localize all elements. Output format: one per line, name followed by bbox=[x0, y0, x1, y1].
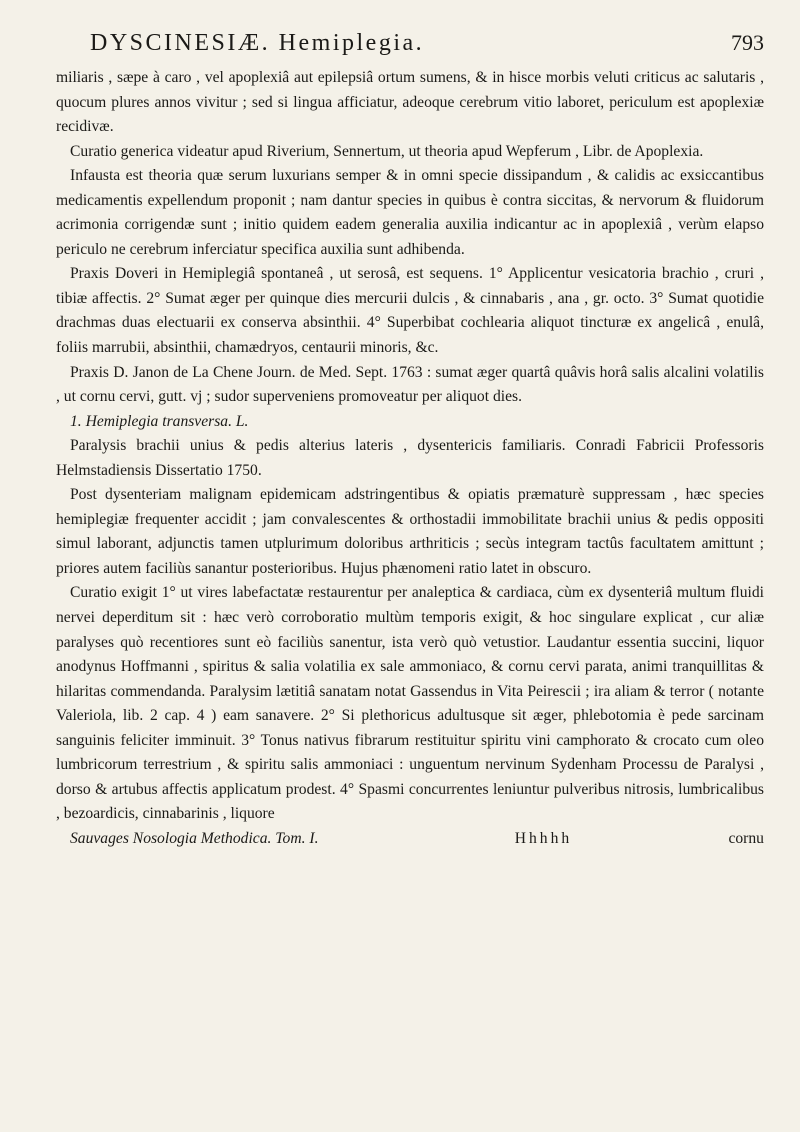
footer-reference: Sauvages Nosologia Methodica. Tom. I. bbox=[70, 829, 319, 847]
paragraph: Praxis Doveri in Hemiplegiâ spontaneâ , ut serosâ, est sequens. 1° Applicentur vesicatoria brachio , cruri , tibiæ affectis. 2° Sumat æger per quinque dies mercurii dulcis , & cinnabaris , ana , gr. octo. 3° Sumat quotidie drachmas duas electuarii ex conserva absinthii. 4° Superbibat cochlearia aliquot tincturæ ex angelicâ , enulâ, foliis marrubii, absinthii, chamædryos, centaurii minoris, &c. bbox=[56, 265, 764, 357]
paragraph: Curatio generica videatur apud Riverium, Sennertum, ut theoria apud Wepferum , Libr. de Apoplexia. bbox=[70, 142, 704, 160]
signature-mark: Hhhhh bbox=[514, 829, 573, 847]
paragraph: Paralysis brachii unius & pedis alterius lateris , dysentericis familiaris. Conradi Fabricii Professoris Helmstadiensis Dissertatio 1750. bbox=[56, 437, 764, 479]
paragraph: Post dysenteriam malignam epidemicam adstringentibus & opiatis præmaturè suppressam , hæc species hemiplegiæ frequenter accidit ; jam convalescentes & orthostadii immobilitate brachii unius & pedis oppositi simul laborant, adjunctis tamen utplurimum doloribus arthriticis ; secùs integram tactûs facultatem amittunt ; priores autem faciliùs sanantur posterioribus. Hujus phænomeni ratio latet in obscuro. bbox=[56, 486, 764, 577]
running-title: DYSCINESIÆ. Hemiplegia. bbox=[90, 30, 425, 56]
body-text bbox=[56, 66, 764, 827]
section-heading: 1. Hemiplegia transversa. L. bbox=[70, 412, 249, 430]
paragraph: miliaris , sæpe à caro , vel apoplexiâ aut epilepsiâ ortum sumens, & in hisce morbis veluti criticus ac salutaris , quocum plures annos vivitur ; sed si lingua afficiatur, adeoque cerebrum vitio laboret, periculum est apoplexiæ recidivæ. bbox=[56, 69, 764, 136]
page-number: 793 bbox=[731, 30, 764, 55]
running-header bbox=[90, 30, 764, 60]
catchword: cornu bbox=[728, 829, 764, 847]
paragraph: Infausta est theoria quæ serum luxurians semper & in omni specie dissipandum , & calidis ac exsiccantibus medicamentis expellendum proponit ; nam dantur species in quibus è contra siccitas, & nervorum & fluidorum acrimonia corrigendæ sunt ; initio quidem eadem generalia auxilia indicantur ac in apoplexiâ , verùm elapso periculo ne cerebrum inferciatur specifica auxilia sunt adhibenda. bbox=[56, 167, 764, 258]
paragraph: Curatio exigit 1° ut vires labefactatæ restaurentur per analeptica & cardiaca, cùm ex dysenteriâ multum fluidi nervei deperditum sit : hæc verò corroboratio multùm temporis exigit, & hoc singulare explicat , cur aliæ paralyses quò recentiores sunt eò faciliùs sanentur, ista verò quò vetustior. Laudantur essentia succini, liquor anodynus Hoffmanni , spiritus & salia volatilia ex sale ammoniaco, & cornu cervi parata, animi tranquillitas & hilaritas commendanda. Paralysim lætitiâ sanatam notat Gassendus in Vita Peirescii ; ira aliam & terror ( notante Valeriola, lib. 2 cap. 4 ) eam sanavere. 2° Si plethoricus adultusque sit æger, phlebotomia è pede sarcinam sanguinis feliciter imminuit. 3° Tonus nativus fibrarum restituitur spiritu vini camphorato & crocato cum oleo lumbricorum terrestrium , & spiritu salis ammoniaci : unguentum nervinum Sydenham Processu de Paralysi , dorso & artubus affectis applicatum prodest. 4° Spasmi concurrentes leniuntur pulveribus nitrosis, lumbricalibus , bezoardicis, cinnabarinis , liquore bbox=[56, 584, 764, 823]
page-footer bbox=[70, 827, 764, 852]
paragraph: Praxis D. Janon de La Chene Journ. de Med. Sept. 1763 : sumat æger quartâ quâvis horâ salis alcalini volatilis , ut cornu cervi, gutt. vj ; sudor superveniens promoveatur per aliquot dies. bbox=[56, 363, 764, 406]
